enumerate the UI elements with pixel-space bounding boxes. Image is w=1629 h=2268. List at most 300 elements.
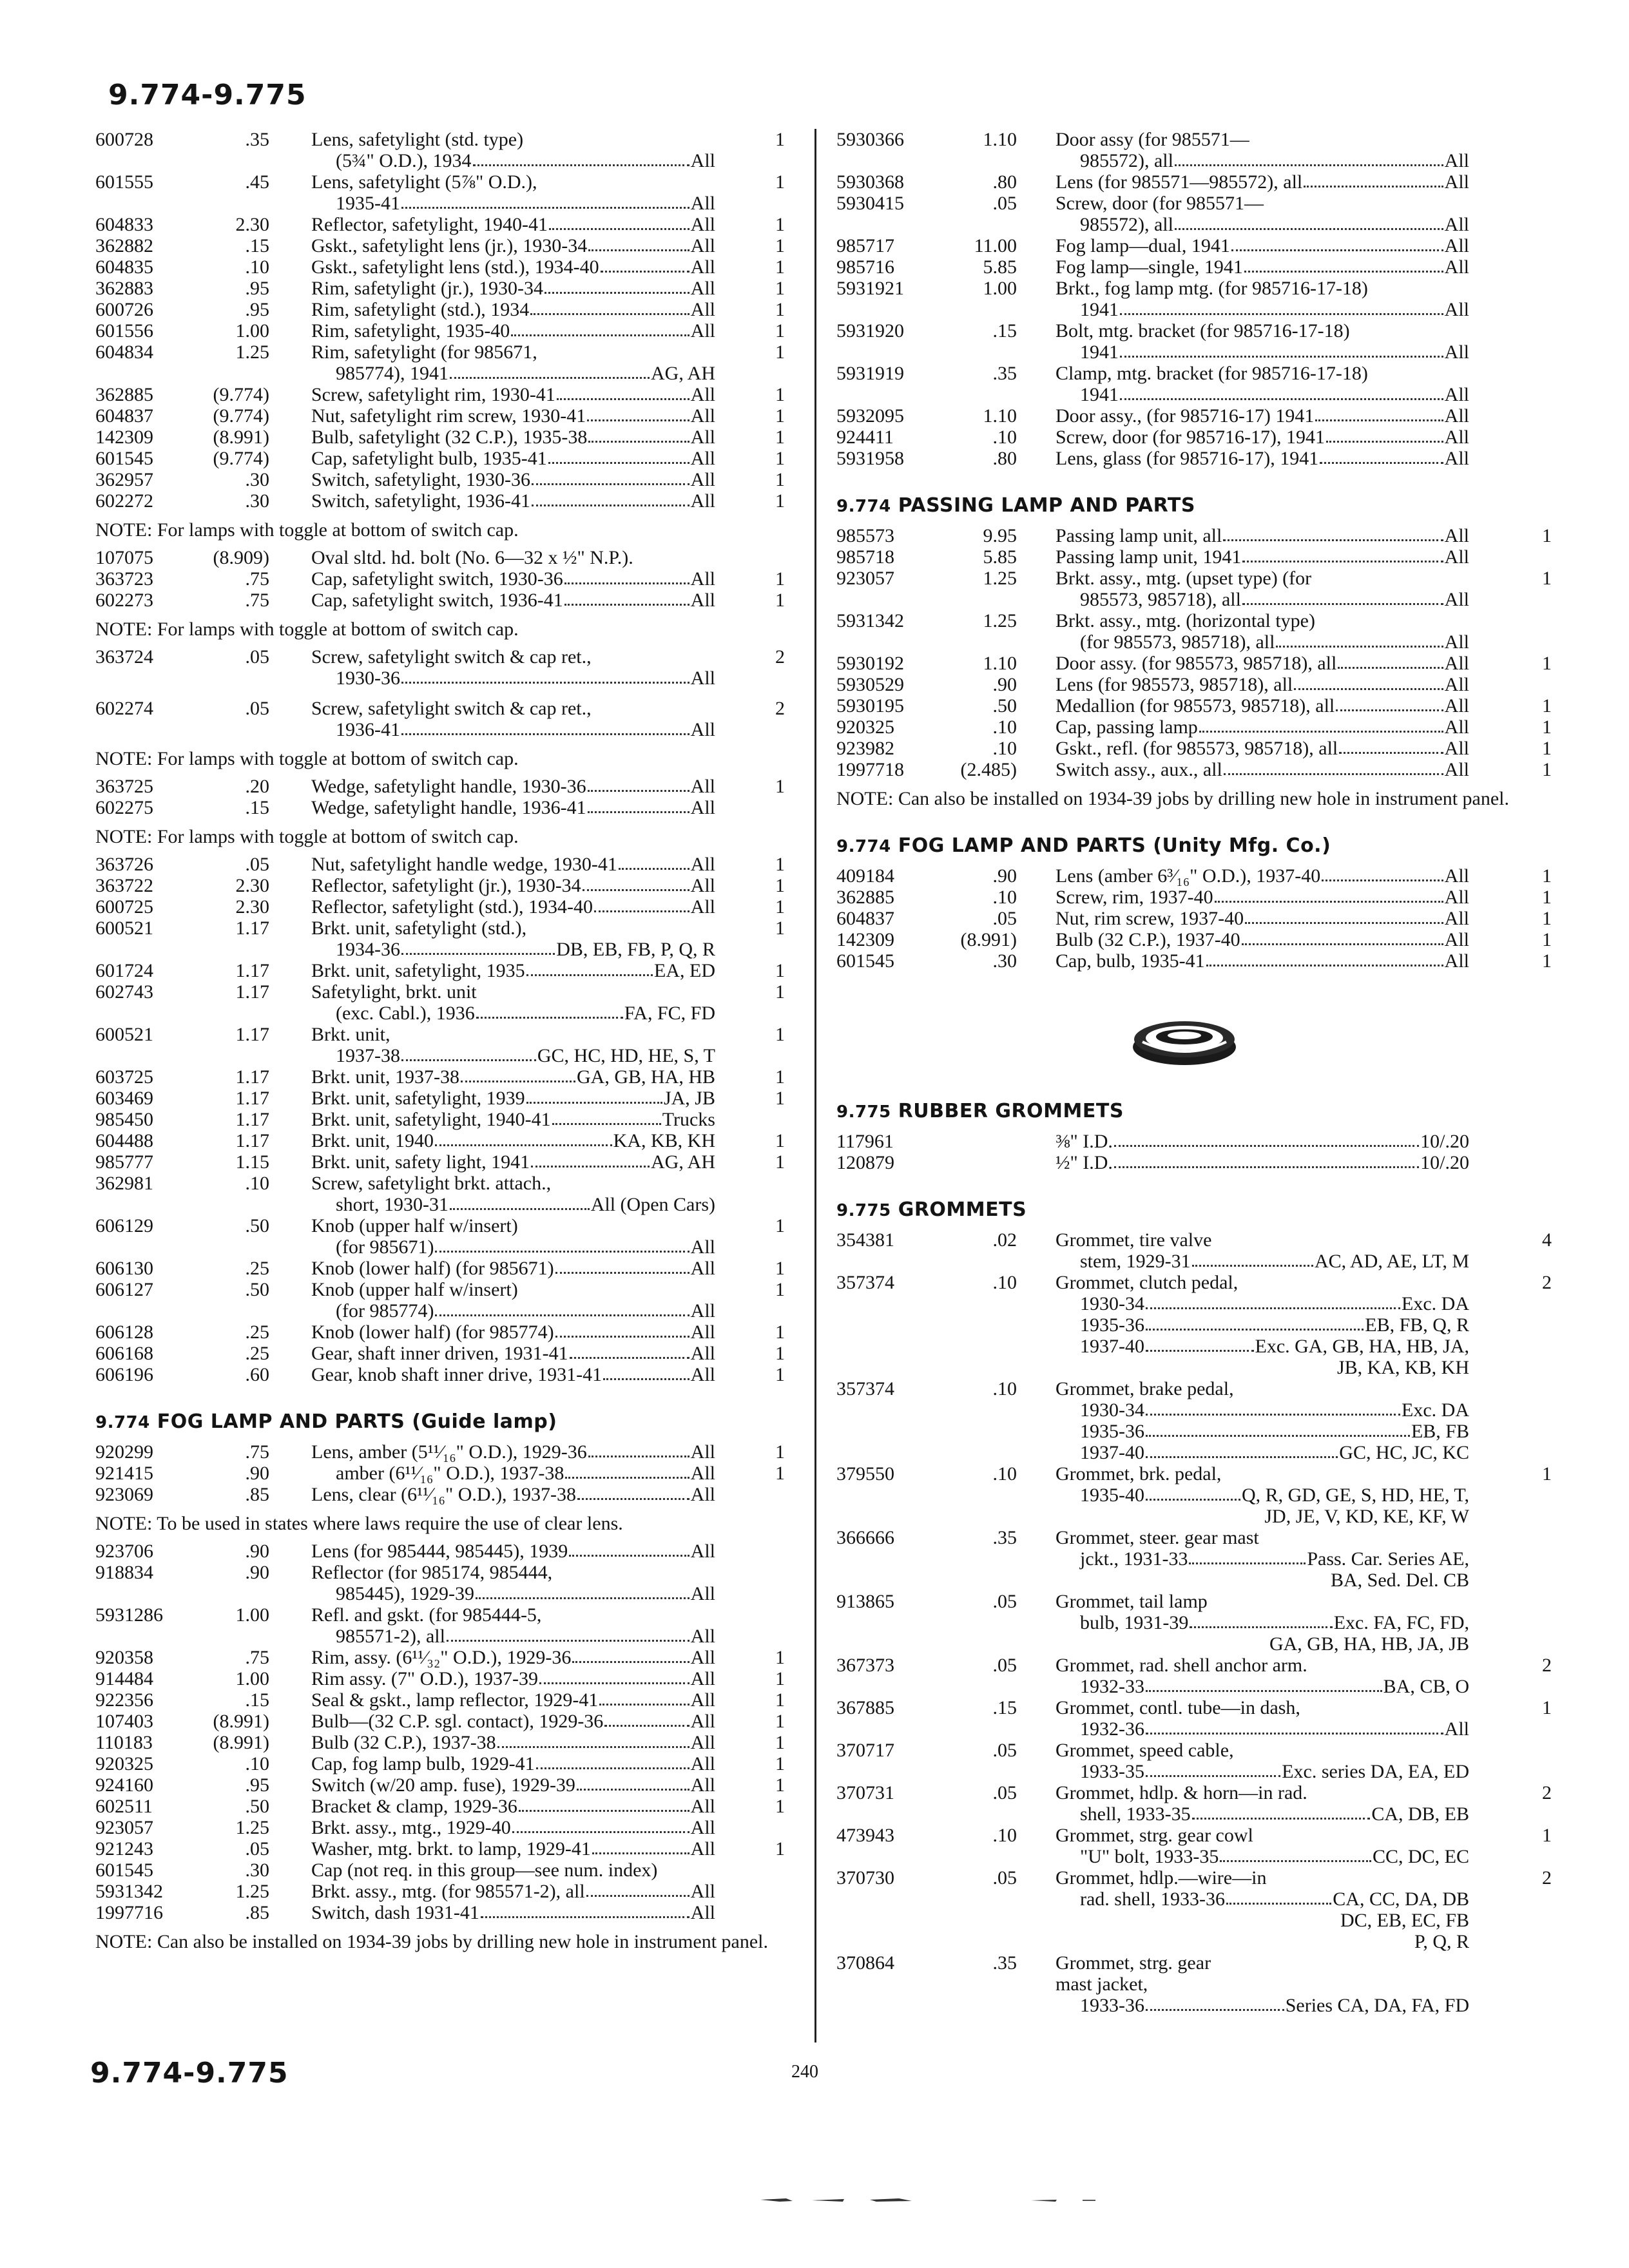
parts-row (95, 1215, 785, 1258)
description-line (1055, 320, 1469, 341)
quantity: 1 (775, 776, 785, 797)
quantity: 1 (775, 1441, 785, 1463)
description-line (311, 1279, 715, 1300)
dot-leader (588, 1441, 689, 1457)
dot-leader (401, 193, 689, 209)
price: .90 (992, 865, 1017, 887)
description (1055, 320, 1469, 363)
description (311, 547, 715, 568)
description-line (1055, 610, 1469, 631)
description (311, 1130, 715, 1151)
model-codes: All (690, 1817, 715, 1838)
price: .75 (245, 1441, 269, 1463)
part-number: 370864 (836, 1952, 894, 1974)
model-codes: GC, HC, JC, KC (1339, 1442, 1469, 1463)
part-number: 600521 (95, 1024, 153, 1045)
part-number: 601545 (836, 950, 894, 972)
quantity: 1 (775, 590, 785, 611)
description-text: 1935-40 (1080, 1485, 1144, 1506)
price: .30 (245, 469, 269, 490)
part-number: 604837 (836, 908, 894, 929)
parts-row (95, 547, 785, 568)
parts-row (95, 1343, 785, 1364)
model-codes: All (690, 568, 715, 590)
description-line (311, 1003, 715, 1024)
description-line (1055, 1633, 1469, 1655)
quantity: 1 (775, 1732, 785, 1753)
part-number: 602272 (95, 490, 153, 512)
description-line (1055, 1676, 1469, 1697)
description (311, 918, 715, 960)
description (1055, 1867, 1469, 1952)
description-text: Switch, dash 1931-41 (311, 1902, 479, 1923)
description (1055, 1655, 1469, 1697)
description-line (311, 668, 715, 689)
description-line (1055, 1825, 1469, 1846)
part-number: 363724 (95, 646, 153, 668)
parts-row (95, 341, 785, 384)
quantity: 1 (775, 960, 785, 981)
model-codes: EB, FB (1411, 1421, 1469, 1442)
part-number: 601545 (95, 1860, 153, 1881)
parts-row (95, 256, 785, 278)
price: 1.17 (235, 1130, 269, 1151)
parts-row (95, 1066, 785, 1088)
price: .30 (992, 950, 1017, 972)
description-line (1055, 1152, 1469, 1173)
description-line (311, 299, 715, 320)
parts-row (95, 214, 785, 235)
part-number: 985450 (95, 1109, 153, 1130)
parts-row (836, 448, 1552, 469)
dot-leader (1336, 695, 1443, 711)
quantity: 1 (1542, 738, 1552, 759)
dot-leader (1192, 1251, 1313, 1267)
description-line (311, 1902, 715, 1923)
price: .95 (245, 278, 269, 299)
dot-leader (1322, 865, 1443, 881)
model-codes: All (690, 1647, 715, 1668)
description (311, 698, 715, 740)
part-number: 370731 (836, 1782, 894, 1803)
price: 9.95 (983, 525, 1017, 546)
price: (9.774) (213, 405, 269, 427)
part-number: 5930529 (836, 674, 904, 695)
description-line (1055, 738, 1469, 759)
description (311, 405, 715, 427)
description-text: Lens (for 985444, 985445), 1939 (311, 1541, 568, 1562)
model-codes: All (1444, 235, 1469, 256)
parts-row (836, 278, 1552, 320)
price: .15 (992, 320, 1017, 341)
description-line (1055, 1867, 1469, 1888)
quantity: 1 (775, 129, 785, 150)
quantity: 1 (775, 1024, 785, 1045)
model-codes: All (1444, 716, 1469, 738)
price: .85 (245, 1484, 269, 1505)
part-number: 362957 (95, 469, 153, 490)
description-text: (5¾" O.D.), 1934 (336, 150, 472, 171)
description-line (1055, 695, 1469, 716)
dot-leader (530, 299, 689, 315)
part-number: 918834 (95, 1562, 153, 1583)
description-line (1055, 1336, 1469, 1357)
description-text: Gskt., safetylight lens (jr.), 1930-34 (311, 235, 588, 256)
description-line (1055, 1591, 1469, 1612)
parts-row (95, 1881, 785, 1902)
description (311, 427, 715, 448)
description (311, 256, 715, 278)
page-number: 240 (791, 2062, 818, 2082)
quantity: 1 (775, 1343, 785, 1364)
description-line (311, 1215, 715, 1236)
price: 1.00 (235, 320, 269, 341)
parts-row (95, 278, 785, 299)
description-text: Screw, door (for 985716-17), 1941 (1055, 427, 1325, 448)
part-number: 606129 (95, 1215, 153, 1236)
parts-row (836, 950, 1552, 972)
dot-leader (564, 590, 689, 606)
description-line (311, 646, 715, 668)
description (311, 981, 715, 1024)
parts-row (95, 1321, 785, 1343)
description-line (1055, 1740, 1469, 1761)
description-line (1055, 589, 1469, 610)
part-number: 362981 (95, 1173, 153, 1194)
quantity: 1 (1542, 759, 1552, 780)
price: .35 (992, 1527, 1017, 1548)
description-text: amber (6¹¹⁄₁₆" O.D.), 1937-38 (336, 1463, 564, 1484)
price: 1.17 (235, 1066, 269, 1088)
dot-leader (577, 1774, 689, 1791)
description-line (1055, 1421, 1469, 1442)
description (311, 776, 715, 797)
model-codes: All (1444, 589, 1469, 610)
price: .10 (992, 1825, 1017, 1846)
quantity: 1 (1542, 716, 1552, 738)
part-number: 603469 (95, 1088, 153, 1109)
price: .50 (245, 1215, 269, 1236)
part-number: 117961 (836, 1131, 894, 1152)
parts-row (95, 171, 785, 214)
price: 2.30 (235, 875, 269, 896)
grommet-illustration (1130, 1007, 1239, 1072)
price: 1.10 (983, 653, 1017, 674)
description (311, 1796, 715, 1817)
price: 11.00 (974, 235, 1017, 256)
parts-row (95, 1088, 785, 1109)
description-line (311, 1562, 715, 1583)
dot-leader (1146, 1485, 1240, 1501)
part-number: 923706 (95, 1541, 153, 1562)
description-line (311, 1626, 715, 1647)
description (1055, 1378, 1469, 1463)
model-codes: KA, KB, KH (613, 1130, 715, 1151)
description-text: 985572), all (1080, 150, 1173, 171)
model-codes: All (690, 448, 715, 469)
description-line (1055, 525, 1469, 546)
part-number: 5931342 (95, 1881, 163, 1902)
price: .25 (245, 1258, 269, 1279)
description-text: Screw, door (for 985571— (1055, 193, 1264, 214)
model-codes: All (690, 299, 715, 320)
description-text: Seal & gskt., lamp reflector, 1929-41 (311, 1689, 599, 1711)
description-text: Gear, knob shaft inner drive, 1931-41 (311, 1364, 602, 1385)
part-number: 985777 (95, 1151, 153, 1173)
description (311, 1541, 715, 1562)
description-line (1055, 1570, 1469, 1591)
section-heading (95, 1411, 785, 1434)
dot-leader (1320, 448, 1443, 464)
description (1055, 1825, 1469, 1867)
price: .60 (245, 1364, 269, 1385)
part-number: 362882 (95, 235, 153, 256)
part-number: 363722 (95, 875, 153, 896)
description-line (311, 918, 715, 939)
description-text: Wedge, safetylight handle, 1936-41 (311, 797, 586, 818)
part-number: 1997716 (95, 1902, 163, 1923)
model-codes: BA, CB, O (1383, 1676, 1469, 1697)
description-line (1055, 1697, 1469, 1718)
left-column (95, 129, 785, 1959)
note-text: NOTE: For lamps with toggle at bottom of switch cap. (95, 826, 519, 847)
description-line (1055, 1399, 1469, 1421)
description-line (311, 235, 715, 256)
description-line (311, 875, 715, 896)
description-text: Switch, safetylight, 1936-41 (311, 490, 530, 512)
description-text: Grommet, rad. shell anchor arm. (1055, 1655, 1307, 1676)
quantity: 1 (775, 1258, 785, 1279)
description-line (311, 1066, 715, 1088)
parts-row (95, 235, 785, 256)
model-codes: All (1444, 525, 1469, 546)
price: 1.25 (235, 1817, 269, 1838)
scan-artifact-marks (760, 2193, 1121, 2206)
part-number: 602273 (95, 590, 153, 611)
description-text: Grommet, hdlp.—wire—in (1055, 1867, 1267, 1888)
parts-row (836, 1527, 1552, 1591)
description-line (1055, 887, 1469, 908)
description-line (311, 341, 715, 363)
description (1055, 256, 1469, 278)
part-number: 601555 (95, 171, 153, 193)
price: .80 (992, 171, 1017, 193)
part-number: 362883 (95, 278, 153, 299)
description-text: Gskt., refl. (for 985573, 985718), all (1055, 738, 1338, 759)
price: .30 (245, 1860, 269, 1881)
description (1055, 1591, 1469, 1655)
price: .25 (245, 1321, 269, 1343)
model-codes: Pass. Car. Series AE, (1307, 1548, 1469, 1570)
price: (8.991) (960, 929, 1017, 950)
model-codes: GA, GB, HA, HB (576, 1066, 715, 1088)
description-text: Grommet, hdlp. & horn—in rad. (1055, 1782, 1307, 1803)
model-codes: JA, JB (663, 1088, 715, 1109)
description (1055, 759, 1469, 780)
description (311, 490, 715, 512)
description-line (1055, 1761, 1469, 1782)
description-line (1055, 908, 1469, 929)
part-number: 600521 (95, 918, 153, 939)
part-number: 367885 (836, 1697, 894, 1718)
quantity: 1 (775, 1130, 785, 1151)
quantity: 1 (1542, 695, 1552, 716)
quantity: 1 (1542, 908, 1552, 929)
parts-row (836, 674, 1552, 695)
description-line (311, 939, 715, 960)
description-text: 1941 (1080, 341, 1119, 363)
description-text: Rim assy. (7" O.D.), 1937-39 (311, 1668, 538, 1689)
description-text: Bulb (32 C.P.), 1937-40 (1055, 929, 1240, 950)
parts-row (95, 1902, 785, 1923)
description-text: mast jacket, (1055, 1974, 1148, 1995)
description-line (311, 490, 715, 512)
description-line (1055, 235, 1469, 256)
description (311, 1838, 715, 1860)
dot-leader (1315, 405, 1443, 421)
description-text: Cap, safetylight switch, 1930-36 (311, 568, 563, 590)
description (311, 1484, 715, 1505)
part-number: 920299 (95, 1441, 153, 1463)
dot-leader (1304, 171, 1443, 187)
quantity: 2 (1542, 1272, 1552, 1293)
description (311, 1647, 715, 1668)
description-text: Safetylight, brkt. unit (311, 981, 477, 1003)
description-line (1055, 1314, 1469, 1336)
model-codes: All (Open Cars) (590, 1194, 715, 1215)
section-heading (836, 1100, 1552, 1123)
parts-row (95, 1364, 785, 1385)
description-text: Cap, fog lamp bulb, 1929-41 (311, 1753, 535, 1774)
description-line (1055, 1888, 1469, 1910)
model-codes: All (690, 668, 715, 689)
description-text: Door assy (for 985571— (1055, 129, 1249, 150)
description-text: Gear, shaft inner driven, 1931-41 (311, 1343, 568, 1364)
parts-row (836, 1591, 1552, 1655)
quantity: 1 (775, 1151, 785, 1173)
description (1055, 716, 1469, 738)
parts-row (836, 1825, 1552, 1867)
quantity: 1 (775, 1088, 785, 1109)
description-text: Lens (for 985573, 985718), all (1055, 674, 1293, 695)
quantity: 1 (775, 427, 785, 448)
description-text: Lens (amber 6³⁄₁₆" O.D.), 1937-40 (1055, 865, 1321, 887)
quantity: 1 (1542, 865, 1552, 887)
part-number: 922356 (95, 1689, 153, 1711)
description-text: (for 985573, 985718), all (1080, 631, 1275, 653)
part-number: 363725 (95, 776, 153, 797)
description (1055, 129, 1469, 171)
description (1055, 1697, 1469, 1740)
price: 1.17 (235, 1109, 269, 1130)
part-number: 5931919 (836, 363, 904, 384)
description-text: Door assy., (for 985716-17) 1941 (1055, 405, 1315, 427)
price: (9.774) (213, 384, 269, 405)
price: 1.17 (235, 918, 269, 939)
model-codes: Exc. DA (1402, 1399, 1469, 1421)
description-line (1055, 1229, 1469, 1251)
description (311, 1441, 715, 1463)
price: .15 (245, 1689, 269, 1711)
parts-row (836, 759, 1552, 780)
model-codes: EA, ED (654, 960, 715, 981)
description-line (311, 1321, 715, 1343)
parts-row (836, 1272, 1552, 1378)
parts-row (95, 1817, 785, 1838)
part-number: 357374 (836, 1378, 894, 1399)
dot-leader (539, 1668, 689, 1684)
description-line (1055, 1952, 1469, 1974)
part-number: 920325 (95, 1753, 153, 1774)
dot-leader (1120, 341, 1443, 358)
model-codes: All (1444, 929, 1469, 950)
dot-leader (1242, 546, 1443, 562)
description-line (1055, 1995, 1469, 2016)
model-codes: All (690, 1902, 715, 1923)
price: 1.17 (235, 1024, 269, 1045)
quantity: 1 (775, 1321, 785, 1343)
description (311, 1668, 715, 1689)
description-text: Lens, clear (6¹¹⁄₁₆" O.D.), 1937-38 (311, 1484, 577, 1505)
description-line (311, 363, 715, 384)
dot-leader (1189, 1548, 1306, 1564)
parts-row (95, 1860, 785, 1881)
description (1055, 1131, 1469, 1152)
description (1055, 1229, 1469, 1272)
parts-row (95, 1774, 785, 1796)
description-text: Bolt, mtg. bracket (for 985716-17-18) (1055, 320, 1350, 341)
description-line (311, 1151, 715, 1173)
description-line (1055, 1782, 1469, 1803)
description-line (311, 1796, 715, 1817)
description-line (1055, 1846, 1469, 1867)
description-text: Grommet, brk. pedal, (1055, 1463, 1222, 1485)
parts-row (95, 129, 785, 171)
quantity: 2 (775, 698, 785, 719)
description (1055, 610, 1469, 653)
model-codes: All (1444, 341, 1469, 363)
description-text: jckt., 1931-33 (1080, 1548, 1188, 1570)
description-text: 1933-35 (1080, 1761, 1144, 1782)
description (1055, 1272, 1469, 1378)
section-heading (836, 495, 1552, 517)
dot-leader (552, 1109, 661, 1125)
model-codes: All (1444, 299, 1469, 320)
description-line (311, 405, 715, 427)
description (1055, 171, 1469, 193)
description (311, 1364, 715, 1385)
model-codes: All (690, 1689, 715, 1711)
part-number: 5932095 (836, 405, 904, 427)
description-text: Screw, safetylight switch & cap ret., (311, 646, 592, 668)
price: .05 (992, 1867, 1017, 1888)
dot-leader (519, 1796, 689, 1812)
description-line (311, 1364, 715, 1385)
description-line (311, 1130, 715, 1151)
description-line (1055, 1463, 1469, 1485)
part-number: 142309 (95, 427, 153, 448)
part-number: 5931286 (95, 1604, 163, 1626)
parts-row (836, 695, 1552, 716)
parts-row (95, 1732, 785, 1753)
parts-row (95, 854, 785, 875)
dot-leader (511, 320, 689, 336)
description-text: Fog lamp—dual, 1941 (1055, 235, 1230, 256)
description-text: Bulb (32 C.P.), 1937-38 (311, 1732, 496, 1753)
price: .80 (992, 448, 1017, 469)
price: .35 (992, 1952, 1017, 1974)
description-text: Knob (upper half w/insert) (311, 1215, 518, 1236)
